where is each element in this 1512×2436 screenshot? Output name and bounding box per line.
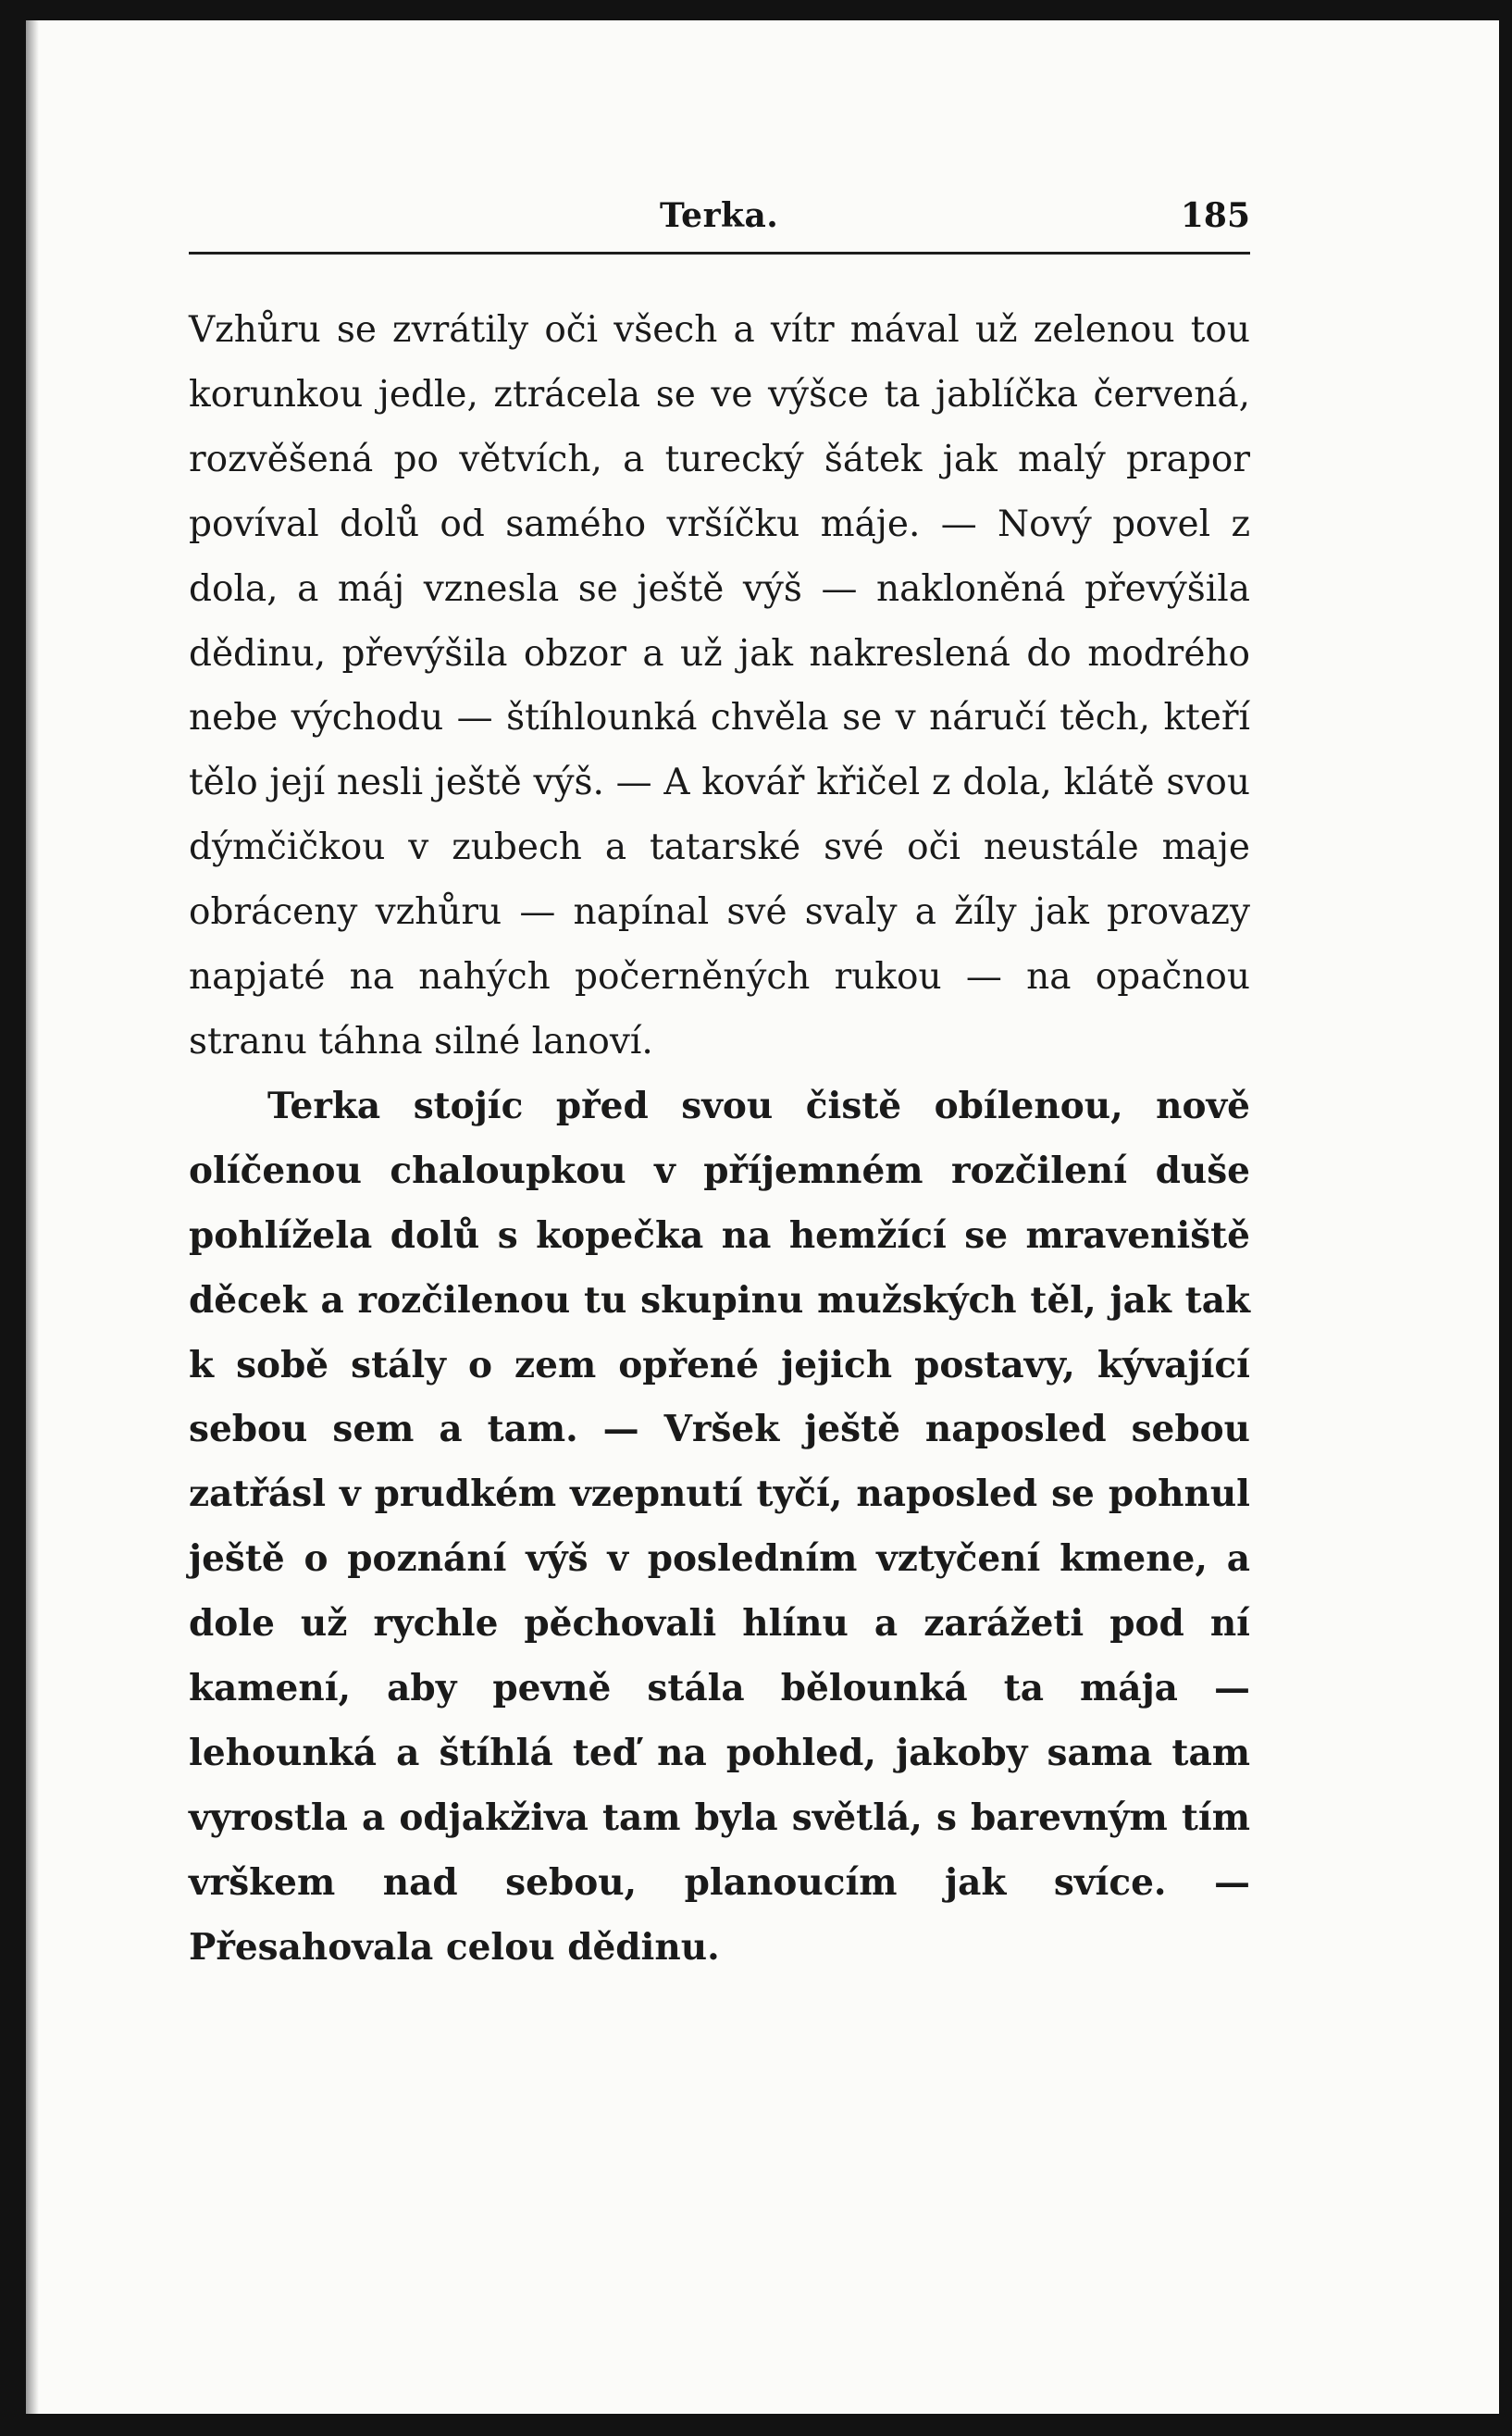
book-page <box>26 20 1499 2414</box>
paragraph-1: Vzhůru se zvrátily oči všech a vítr mával už zelenou tou korunkou jedle, ztrácela se ve výšce ta jablíčka červená, rozvěšená po větvích, a turecký šátek jak malý prapor povíval dolů od samého vršíčku máje. — Nový povel z dola, a máj vznesla se ještě výš — nakloněná převýšila dědinu, převýšila obzor a už jak nakreslená do modrého nebe východu — štíhlounká chvěla se v náručí těch, kteří tělo její nesli ještě výš. — A kovář křičel z dola, klátě svou dýmčičkou v zubech a tatarské své oči neustále maje obráceny vzhůru — napínal své svaly a žíly jak provazy napjaté na nahých počerněných rukou — na opačnou stranu táhna silné lanoví. <box>189 309 1250 1063</box>
page-number: 185 <box>1180 196 1250 235</box>
header-rule <box>189 252 1250 255</box>
gutter-shadow <box>26 20 39 2414</box>
paragraph-2: Terka stojíc před svou čistě obílenou, nově olíčenou chaloupkou v příjemném rozčilení duše pohlížela dolů s kopečka na hemžící se mraveniště děcek a rozčilenou tu skupinu mužských těl, jak tak k sobě stály o zem opřené jejich postavy, kývající sebou sem a tam. — Vršek ještě naposled sebou zatřásl v prudkém vzepnutí tyčí, naposled se pohnul ještě o poznání výš v posledním vztyčení kmene, a dole už rychle pěchovali hlínu a zarážeti pod ní kamení, aby pevně stála bělounká ta mája — lehounká a štíhlá teď na pohled, jakoby sama tam vyrostla a odjakživa tam byla světlá, s barevným tím vrškem nad sebou, planoucím jak svíce. — Přesahovala celou dědinu. <box>189 1084 1250 1969</box>
body-text <box>189 298 1250 1981</box>
page-header <box>189 180 1250 254</box>
running-title: Terka. <box>660 196 779 235</box>
